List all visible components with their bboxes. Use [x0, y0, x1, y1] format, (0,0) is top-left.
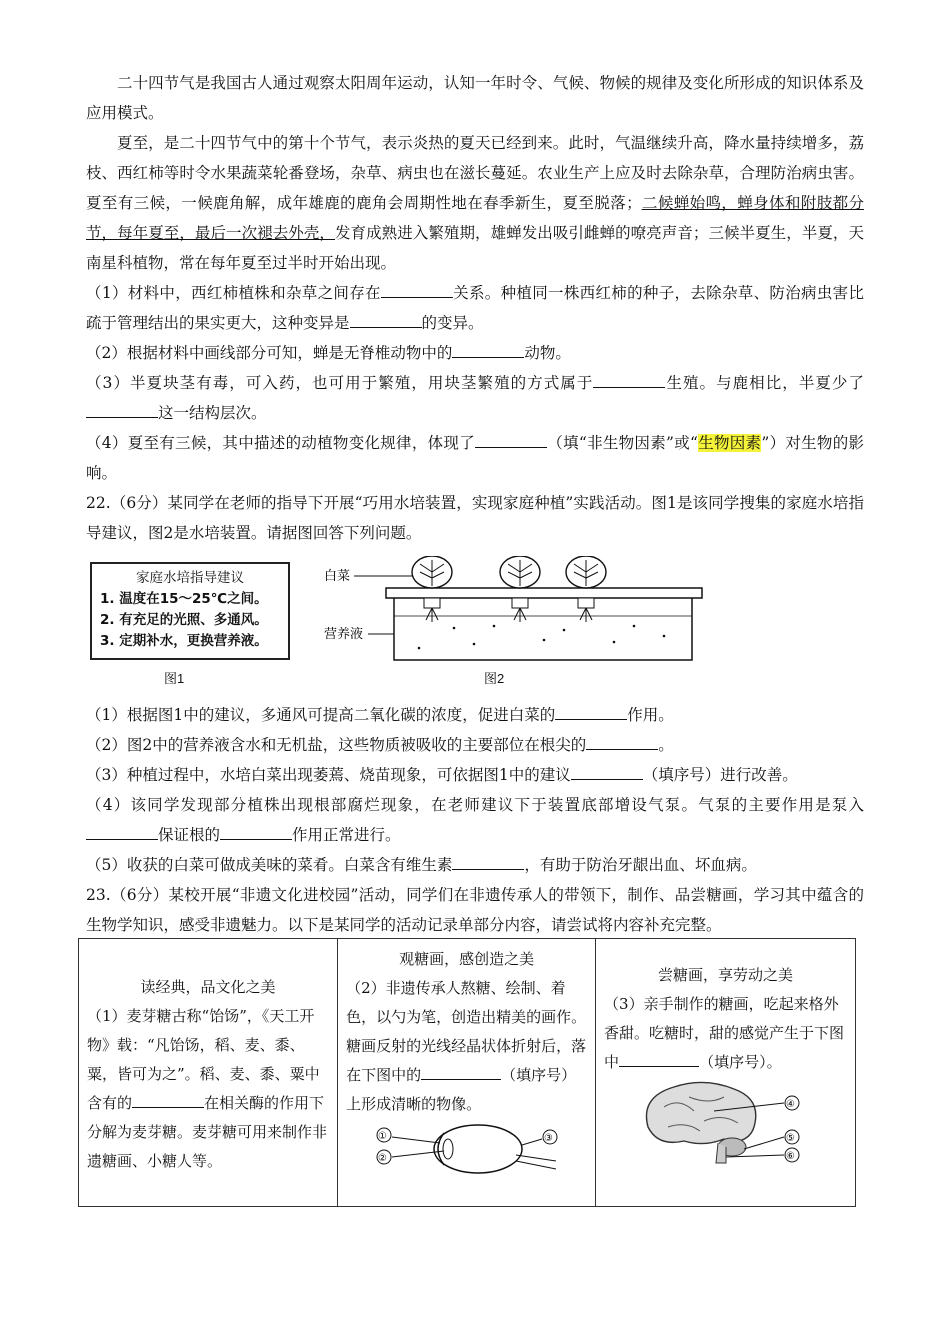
answer-blank[interactable]: [593, 373, 665, 388]
answer-blank[interactable]: [421, 1065, 501, 1080]
figure-1-caption: 图1: [164, 671, 185, 686]
cell-text: （2）非遗传承人熬糖、绘制、着色，以勺为笔，创造出精美的画作。糖画反射的光线经晶状体折射后，落在下图中的 （填序号）上形成清晰的物像。: [346, 979, 587, 1113]
answer-blank[interactable]: [220, 825, 292, 840]
q22-sub4: （4）该同学发现部分植株出现根部腐烂现象，在老师建议下于装置底部增设气泵。气泵的主要作用是泵入保证根的 作用正常进行。: [86, 796, 864, 844]
eye-label-1: ①: [378, 1131, 388, 1142]
intro-paragraph-2: [86, 128, 864, 278]
q21-sub3: （3）半夏块茎有毒，可入药，也可用于繁殖，用块茎繁殖的方式属于 生殖。与鹿相比，半夏少了这一结构层次。: [86, 374, 864, 422]
cell-text: （1）麦芽糖古称“饴饧”，《天工开物》载：“凡饴饧，稻、麦、黍、粟，皆可为之”。稻、麦、黍、粟中含有的 在相关酶的作用下分解为麦芽糖。麦芽糖可用来制作非遗糖画、小糖人等。: [87, 1007, 328, 1170]
eye-label-3: ③: [544, 1133, 554, 1144]
eye-diagram: [346, 1119, 576, 1177]
figure-2-caption: 图2: [484, 671, 505, 686]
brain-label-5: ⑤: [786, 1133, 796, 1144]
record-cell-watch: [338, 939, 596, 1207]
answer-blank[interactable]: [350, 313, 422, 328]
intro-text-a: 夏至，是二十四节气中的第十个节气，表示炎热的夏天已经到来。此时，气温继续升高，降水量持续增多，荔枝、西红柿等时令水果蔬菜轮番登场，杂草、病虫也在滋长蔓延。农业生产上应及时去除杂草，合理防治病虫害。夏至有三候，一候鹿角解，成年雄鹿的鹿角会周期性地在春季新生，夏至脱落；: [86, 134, 864, 212]
label-nutrient-solution: 营养液: [324, 626, 364, 641]
highlighted-text: 生物因素: [697, 434, 762, 452]
figure-1-line: 3. 定期补水，更换营养液。: [100, 633, 268, 649]
document-page: [86, 68, 864, 940]
answer-blank[interactable]: [452, 343, 524, 358]
brain-label-6: ⑥: [786, 1151, 796, 1162]
answer-blank[interactable]: [452, 855, 524, 870]
figure-1-card: [90, 562, 290, 660]
figure-1-title: 家庭水培指导建议: [136, 570, 244, 586]
q22-sub5: （5）收获的白菜可做成美味的菜肴。白菜含有维生素 ，有助于防治牙龈出血、坏血病。: [86, 856, 757, 874]
q21-sub1: （1）材料中，西红柿植株和杂草之间存在 关系。种植同一株西红柿的种子，去除杂草、防治病虫害比疏于管理结出的果实更大，这种变异是 的变异。: [86, 284, 864, 332]
record-cell-taste: [596, 939, 856, 1207]
q22-sub1: （1）根据图1中的建议，多通风可提高二氧化碳的浓度，促进白菜的 作用。: [86, 706, 674, 724]
planting-board: [386, 588, 702, 598]
answer-blank[interactable]: [586, 735, 658, 750]
q21-sub4: （4）夏至有三候，其中描述的动植物变化规律，体现了 （填“非生物因素”或“生物因素”）对生物的影响。: [86, 434, 864, 482]
answer-blank[interactable]: [132, 1093, 204, 1108]
eye-label-2: ②: [378, 1153, 388, 1164]
cell-title: 观糖画，感创造之美: [399, 950, 535, 968]
figure-2-hydroponic-device: [324, 556, 704, 686]
label-cabbage: 白菜: [324, 568, 351, 583]
answer-blank[interactable]: [475, 433, 547, 448]
q22-sub3: （3）种植过程中，水培白菜出现萎蔫、烧苗现象，可依据图1中的建议 （填序号）进行改善。: [86, 766, 798, 784]
q23-stem: 23.（6分）某校开展“非遗文化进校园”活动，同学们在非遗传承人的带领下，制作、品尝糖画，学习其中蕴含的生物学知识，感受非遗魅力。以下是某同学的活动记录单部分内容，请尝试将内容补充完整。: [86, 886, 864, 934]
answer-blank[interactable]: [619, 1052, 699, 1067]
cell-text: （3）亲手制作的糖画，吃起来格外香甜。吃糖时，甜的感觉产生于下图中 （填序号）。: [604, 995, 845, 1071]
answer-blank[interactable]: [555, 705, 627, 720]
brain-label-4: ④: [786, 1099, 796, 1110]
cell-title: 读经典，品文化之美: [140, 978, 276, 996]
answer-blank[interactable]: [86, 825, 158, 840]
q22-figures: [86, 556, 864, 696]
activity-record-table: [78, 938, 856, 1207]
answer-blank[interactable]: [571, 765, 643, 780]
figure-1-line: 1. 温度在15～25℃之间。: [100, 591, 268, 607]
q22-stem: 22.（6分）某同学在老师的指导下开展“巧用水培装置，实现家庭种植”实践活动。图1是该同学搜集的家庭水培指导建议，图2是水培装置。请据图回答下列问题。: [86, 494, 864, 542]
q22-sub2: （2）图2中的营养液含水和无机盐，这些物质被吸收的主要部位在根尖的 。: [86, 736, 674, 754]
underlined-passage: 二候蝉始鸣，蝉身体和附肢都分节，每年夏至，最后一次褪去外壳，: [86, 194, 864, 242]
intro-text-b: 发育成熟进入繁殖期，雄蝉发出吸引雌蝉的嘹亮声音；三候半夏生，半夏，天南星科植物，常在每年夏至过半时开始出现。: [86, 224, 864, 272]
cell-title: 尝糖画，享劳动之美: [658, 966, 794, 984]
nutrient-particles: [418, 625, 666, 650]
q21-sub2: （2）根据材料中画线部分可知，蝉是无脊椎动物中的 动物。: [86, 344, 571, 362]
answer-blank[interactable]: [86, 403, 158, 418]
intro-paragraph-1: 二十四节气是我国古人通过观察太阳周年运动，认知一年时令、气候、物候的规律及变化所形成的知识体系及应用模式。: [86, 74, 864, 122]
record-cell-read: [79, 939, 338, 1207]
brain-diagram: [634, 1077, 834, 1167]
figure-1-line: 2. 有充足的光照、多通风。: [100, 612, 268, 628]
answer-blank[interactable]: [381, 283, 453, 298]
